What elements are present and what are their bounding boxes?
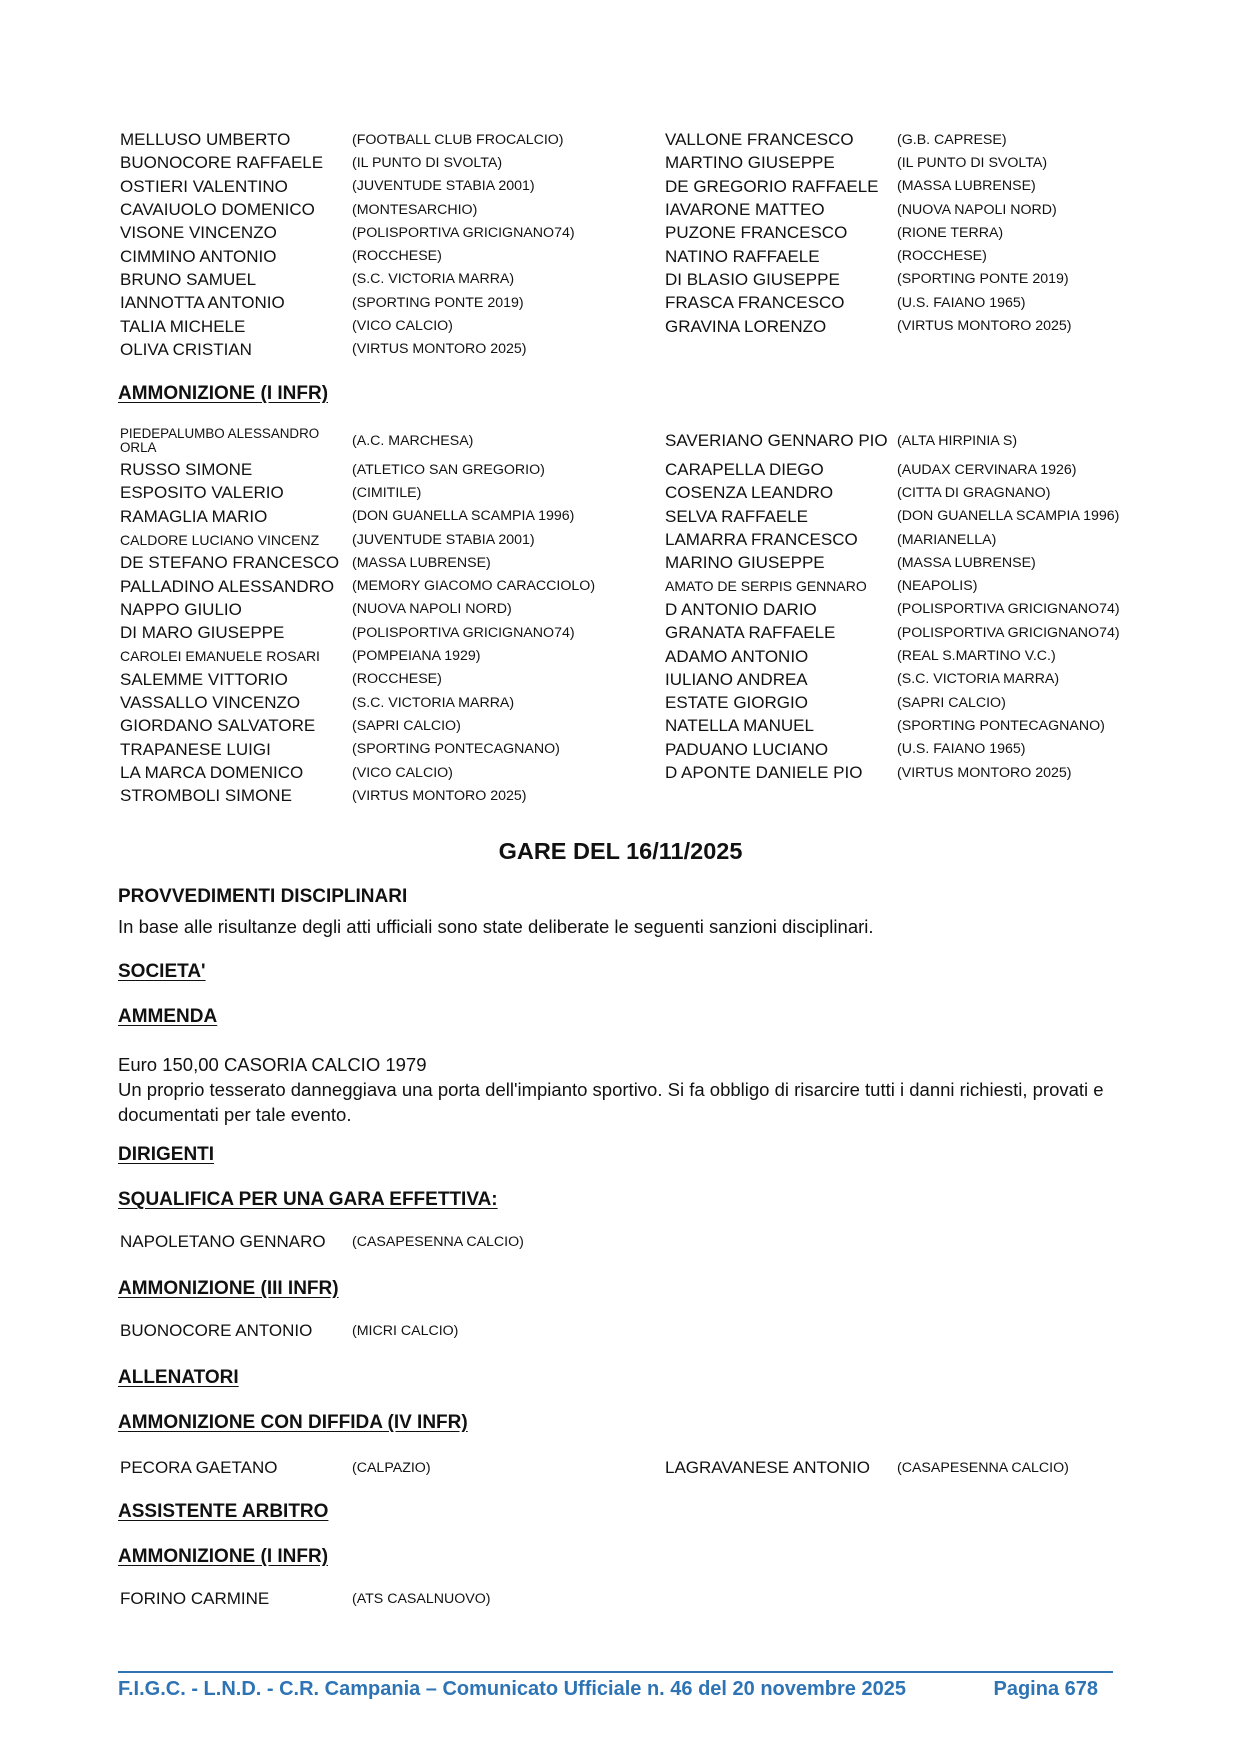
player-name: RAMAGLIA MARIO (120, 507, 268, 525)
club-name: (SAPRI CALCIO) (897, 694, 1006, 711)
player-name: NATINO RAFFAELE (665, 247, 820, 265)
club-name: (RIONE TERRA) (897, 224, 1004, 241)
club-name: (VIRTUS MONTORO 2025) (897, 318, 1072, 335)
player-name: SAVERIANO GENNARO PIO (665, 432, 888, 449)
player-name: VASSALLO VINCENZO (120, 694, 301, 712)
list-item (120, 423, 665, 458)
list-item (120, 1322, 458, 1339)
list-item (120, 481, 665, 504)
club-name: (S.C. VICTORIA MARRA) (897, 671, 1060, 688)
player-name: LAMARRA FRANCESCO (665, 531, 858, 549)
provvedimenti-text: In base alle risultanze degli atti ufficiali sono state deliberate le seguenti sanzioni disciplinari. (118, 916, 874, 937)
list-item (665, 221, 1130, 244)
list-item (120, 198, 665, 221)
player-name: BUONOCORE ANTONIO (120, 1322, 313, 1339)
club-name: (JUVENTUDE STABIA 2001) (352, 178, 535, 195)
club-name: (CASAPESENNA CALCIO) (897, 1459, 1069, 1476)
list-item (120, 128, 665, 151)
club-name: (IL PUNTO DI SVOLTA) (897, 154, 1048, 171)
list-item (665, 691, 1130, 714)
list-item (120, 1233, 524, 1250)
list-item (120, 175, 665, 198)
list-item (120, 221, 665, 244)
club-name: (MARIANELLA) (897, 531, 997, 548)
player-name: IANNOTTA ANTONIO (120, 294, 285, 312)
club-name: (MICRI CALCIO) (352, 1322, 459, 1339)
footer-text: F.I.G.C. - L.N.D. - C.R. Campania – Comunicato Ufficiale n. 46 del 20 novembre 2025 (118, 1678, 906, 1700)
player-name: D ANTONIO DARIO (665, 600, 817, 618)
player-name: PECORA GAETANO (120, 1459, 278, 1477)
list-item (665, 668, 1130, 691)
club-name: (CITTA DI GRAGNANO) (897, 484, 1051, 501)
diffida-right-column (665, 1456, 1130, 1479)
club-name: (ATS CASALNUOVO) (352, 1590, 491, 1607)
club-name: (MEMORY GIACOMO CARACCIOLO) (352, 578, 596, 595)
player-name: CALDORE LUCIANO VINCENZ (120, 532, 320, 547)
club-name: (DON GUANELLA SCAMPIA 1996) (352, 508, 575, 525)
list-item (120, 338, 665, 361)
list-item (665, 481, 1130, 504)
club-name: (SPORTING PONTE 2019) (352, 294, 524, 311)
player-name: NAPPO GIULIO (120, 600, 242, 618)
player-name: PUZONE FRANCESCO (665, 224, 848, 242)
section-heading-dirigenti: DIRIGENTI (118, 1144, 215, 1165)
club-name: (A.C. MARCHESA) (352, 432, 474, 449)
list-item (665, 551, 1130, 574)
club-name: (POLISPORTIVA GRICIGNANO74) (897, 624, 1120, 641)
footer (118, 1678, 1098, 1701)
player-name: LA MARCA DOMENICO (120, 764, 304, 781)
diffida-list (120, 1456, 1130, 1479)
list-item (665, 1456, 1130, 1479)
list-item (665, 291, 1130, 314)
list-item (665, 528, 1130, 551)
list-item (120, 1456, 665, 1479)
ammonizione-i-left-column (120, 423, 665, 807)
player-name: ESPOSITO VALERIO (120, 484, 284, 502)
player-name: CARAPELLA DIEGO (665, 461, 824, 479)
player-name: PIEDEPALUMBO ALESSANDRO ORLA (120, 426, 320, 455)
club-name: (VIRTUS MONTORO 2025) (352, 341, 527, 358)
list-item (120, 644, 665, 667)
player-name: SELVA RAFFAELE (665, 507, 808, 525)
club-name: (ALTA HIRPINIA S) (897, 432, 1018, 449)
ammenda-amount: Euro 150,00 CASORIA CALCIO 1979 (118, 1054, 427, 1075)
club-name: (G.B. CAPRESE) (897, 131, 1007, 148)
page-number: Pagina 678 (993, 1678, 1098, 1700)
club-name: (S.C. VICTORIA MARRA) (352, 694, 515, 711)
ammenda-description: Un proprio tesserato danneggiava una porta dell'impianto sportivo. Si fa obbligo di risarcire tutti i danni richiesti, provati e documentati per tale evento. (118, 1079, 1104, 1125)
list-item (120, 1590, 490, 1607)
player-name: PADUANO LUCIANO (665, 740, 829, 758)
club-name: (U.S. FAIANO 1965) (897, 741, 1026, 758)
player-name: DE GREGORIO RAFFAELE (665, 177, 879, 195)
player-name: IAVARONE MATTEO (665, 201, 825, 219)
player-name: OSTIERI VALENTINO (120, 177, 288, 195)
club-name: (JUVENTUDE STABIA 2001) (352, 531, 535, 548)
club-name: (VIRTUS MONTORO 2025) (352, 787, 527, 804)
section-heading-ammonizione-iii: AMMONIZIONE (III INFR) (118, 1278, 339, 1299)
club-name: (POLISPORTIVA GRICIGNANO74) (352, 624, 575, 641)
player-name: GRAVINA LORENZO (665, 317, 827, 335)
footer-divider (118, 1671, 1113, 1673)
list-item (120, 458, 665, 481)
section-heading-assistente: ASSISTENTE ARBITRO (118, 1501, 329, 1522)
list-item (120, 314, 665, 337)
player-name: VALLONE FRANCESCO (665, 131, 854, 149)
list-item (120, 761, 665, 784)
club-name: (ATLETICO SAN GREGORIO) (352, 461, 545, 478)
club-name: (REAL S.MARTINO V.C.) (897, 648, 1056, 665)
list-item (665, 714, 1130, 737)
section-heading-provvedimenti: PROVVEDIMENTI DISCIPLINARI (118, 886, 408, 907)
section-heading-ammonizione-i: AMMONIZIONE (I INFR) (118, 383, 329, 404)
player-name: MARINO GIUSEPPE (665, 554, 825, 572)
club-name: (MASSA LUBRENSE) (897, 178, 1036, 195)
list-item (120, 528, 665, 551)
club-name: (SPORTING PONTE 2019) (897, 271, 1069, 288)
list-item (665, 175, 1130, 198)
club-name: (MASSA LUBRENSE) (897, 554, 1036, 571)
player-name: CAVAIUOLO DOMENICO (120, 201, 315, 219)
club-name: (ROCCHESE) (352, 248, 442, 265)
list-item (120, 551, 665, 574)
club-name: (SPORTING PONTECAGNANO) (897, 717, 1105, 734)
club-name: (S.C. VICTORIA MARRA) (352, 271, 515, 288)
club-name: (FOOTBALL CLUB FROCALCIO) (352, 131, 564, 148)
club-name: (MONTESARCHIO) (352, 201, 478, 218)
list-item (120, 621, 665, 644)
list-item (665, 598, 1130, 621)
club-name: (SPORTING PONTECAGNANO) (352, 741, 560, 758)
club-name: (NUOVA NAPOLI NORD) (352, 601, 512, 618)
player-name: BRUNO SAMUEL (120, 270, 257, 288)
club-name: (MASSA LUBRENSE) (352, 554, 491, 571)
player-name: GRANATA RAFFAELE (665, 624, 836, 642)
player-name: PALLADINO ALESSANDRO (120, 577, 335, 595)
list-item (665, 621, 1130, 644)
club-name: (SAPRI CALCIO) (352, 717, 461, 734)
list-item (665, 738, 1130, 761)
player-name: ADAMO ANTONIO (665, 647, 809, 665)
top-list-right-column (665, 128, 1130, 361)
list-item (120, 268, 665, 291)
list-item (120, 505, 665, 528)
list-item (120, 151, 665, 174)
player-name: BUONOCORE RAFFAELE (120, 154, 324, 172)
list-item (665, 761, 1130, 784)
ammonizione-i-right-column (665, 423, 1130, 807)
section-heading-allenatori: ALLENATORI (118, 1367, 239, 1388)
list-item (120, 714, 665, 737)
club-name: (IL PUNTO DI SVOLTA) (352, 154, 503, 171)
diffida-left-column (120, 1456, 665, 1479)
list-item (120, 691, 665, 714)
club-name: (POMPEIANA 1929) (352, 648, 481, 665)
list-item (665, 574, 1130, 597)
section-heading-squalifica: SQUALIFICA PER UNA GARA EFFETTIVA: (118, 1189, 498, 1210)
player-name: TALIA MICHELE (120, 317, 246, 335)
player-name: DI MARO GIUSEPPE (120, 624, 285, 642)
list-item (665, 268, 1130, 291)
player-name: DI BLASIO GIUSEPPE (665, 270, 840, 288)
player-name: SALEMME VITTORIO (120, 670, 288, 688)
player-name: FORINO CARMINE (120, 1590, 270, 1607)
player-name: NAPOLETANO GENNARO (120, 1233, 326, 1250)
club-name: (DON GUANELLA SCAMPIA 1996) (897, 508, 1120, 525)
player-name: CIMMINO ANTONIO (120, 247, 277, 265)
top-list-left-column (120, 128, 665, 361)
player-name: IULIANO ANDREA (665, 670, 808, 688)
club-name: (POLISPORTIVA GRICIGNANO74) (897, 601, 1120, 618)
club-name: (AUDAX CERVINARA 1926) (897, 461, 1077, 478)
list-item (665, 458, 1130, 481)
list-item (120, 598, 665, 621)
list-item (665, 128, 1130, 151)
list-item (665, 314, 1130, 337)
section-heading-ammenda: AMMENDA (118, 1006, 218, 1027)
list-item (120, 291, 665, 314)
list-item (665, 423, 1130, 458)
player-name: MELLUSO UMBERTO (120, 131, 291, 149)
player-name: TRAPANESE LUIGI (120, 740, 271, 758)
player-name: GIORDANO SALVATORE (120, 717, 316, 735)
club-name: (NUOVA NAPOLI NORD) (897, 201, 1057, 218)
club-name: (CASAPESENNA CALCIO) (352, 1233, 524, 1250)
club-name: (VICO CALCIO) (352, 318, 453, 335)
player-name: VISONE VINCENZO (120, 224, 277, 242)
player-name: NATELLA MANUEL (665, 717, 814, 735)
list-item (120, 668, 665, 691)
list-item (120, 738, 665, 761)
list-item (120, 574, 665, 597)
list-item (120, 244, 665, 267)
player-name: LAGRAVANESE ANTONIO (665, 1459, 871, 1477)
player-name: MARTINO GIUSEPPE (665, 154, 835, 172)
club-name: (CALPAZIO) (352, 1459, 431, 1476)
page-title: GARE DEL 16/11/2025 (498, 838, 743, 864)
player-name: FRASCA FRANCESCO (665, 294, 845, 312)
club-name: (U.S. FAIANO 1965) (897, 294, 1026, 311)
player-name: ESTATE GIORGIO (665, 694, 808, 712)
top-list (120, 128, 1130, 361)
club-name: (ROCCHESE) (897, 248, 987, 265)
player-name: DE STEFANO FRANCESCO (120, 554, 340, 572)
club-name: (VIRTUS MONTORO 2025) (897, 764, 1072, 781)
list-item (665, 198, 1130, 221)
section-heading-societa: SOCIETA' (118, 961, 206, 982)
list-item (665, 244, 1130, 267)
list-item (665, 505, 1130, 528)
player-name: CAROLEI EMANUELE ROSARI (120, 649, 320, 664)
club-name: (CIMITILE) (352, 484, 422, 501)
player-name: AMATO DE SERPIS GENNARO (665, 579, 867, 594)
section-heading-diffida: AMMONIZIONE CON DIFFIDA (IV INFR) (118, 1412, 468, 1433)
section-heading-ammonizione-i-assistente: AMMONIZIONE (I INFR) (118, 1546, 329, 1567)
player-name: D APONTE DANIELE PIO (665, 764, 863, 781)
club-name: (VICO CALCIO) (352, 764, 453, 781)
player-name: STROMBOLI SIMONE (120, 787, 292, 805)
club-name: (NEAPOLIS) (897, 578, 978, 595)
player-name: OLIVA CRISTIAN (120, 340, 252, 358)
list-item (665, 644, 1130, 667)
list-item (120, 784, 665, 807)
player-name: RUSSO SIMONE (120, 461, 253, 479)
list-item (665, 151, 1130, 174)
club-name: (POLISPORTIVA GRICIGNANO74) (352, 224, 575, 241)
ammonizione-i-list (120, 423, 1130, 807)
player-name: COSENZA LEANDRO (665, 484, 834, 502)
club-name: (ROCCHESE) (352, 671, 442, 688)
